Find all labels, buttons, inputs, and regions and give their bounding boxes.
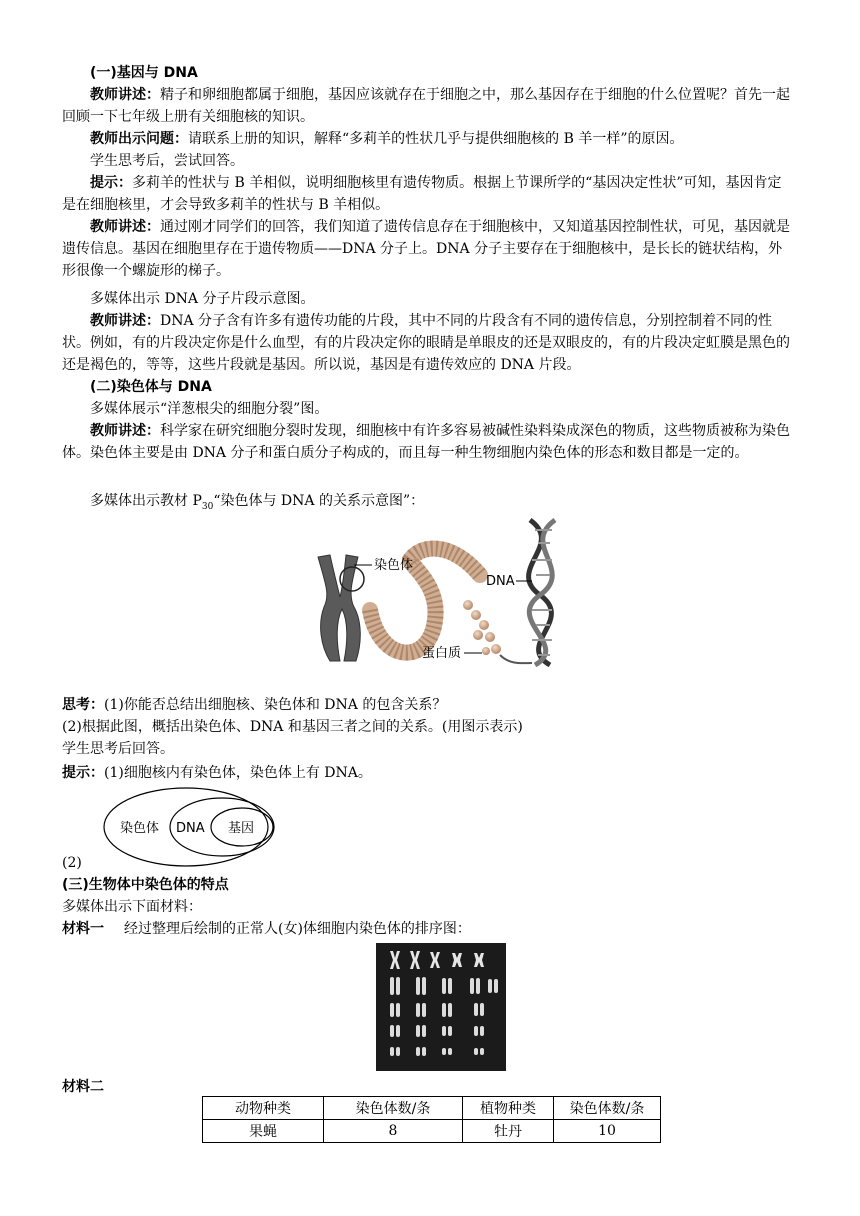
- paragraph-text: 多莉羊的性状与 B 羊相似，说明细胞核里有遗传物质。根据上节课所学的“基因决定性状”可知，基因肯定是在细胞核里，才会导致多莉羊的性状与 B 羊相似。: [62, 175, 782, 213]
- nucleosome-beads: [463, 600, 501, 655]
- label-protein: 蛋白质: [422, 646, 462, 661]
- paragraph-8: 多媒体展示“洋葱根尖的细胞分裂”图。: [90, 401, 329, 417]
- table-header: 植物种类: [463, 1097, 554, 1120]
- table-cell: 10: [554, 1120, 661, 1143]
- question-1: [62, 694, 792, 716]
- paragraph-1: [62, 84, 792, 128]
- paragraph-5: [62, 216, 792, 282]
- paragraph-label: 教师讲述：: [90, 219, 160, 235]
- chromosome-shape: [318, 555, 364, 661]
- paragraph-text: 科学家在研究细胞分裂时发现，细胞核中有许多容易被碱性染料染成深色的物质，这些物质被称为染色体。染色体主要是由 DNA 分子和蛋白质分子构成的，而且每一种生物细胞内染色体的形态和数目都是一定的。: [62, 423, 790, 461]
- paragraph-10: 多媒体出示教材 $P_{30}“$染色体与 DNA 的关系示意图”：: [90, 493, 425, 512]
- paragraph-label: 提示：: [90, 175, 132, 191]
- karyotype-image: [376, 943, 506, 1071]
- material-1: [62, 918, 792, 940]
- section-heading-3: (三)生物体中染色体的特点: [62, 877, 229, 893]
- label-dna: DNA: [486, 574, 515, 589]
- hint-label: 提示：: [62, 765, 104, 781]
- paragraph-text: 请联系上册的知识，解释“多莉羊的性状几乎与提供细胞核的 B 羊一样”的原因。: [188, 131, 684, 147]
- paragraph-label: 教师讲述：: [90, 423, 160, 439]
- hint-2: (2): [62, 855, 82, 871]
- venn-label-gene: 基因: [228, 821, 255, 836]
- venn-label-chromosome: 染色体: [120, 821, 160, 836]
- section-heading-1: (一)基因与 DNA: [90, 65, 198, 81]
- material-text: 经过整理后绘制的正常人(女)体细胞内染色体的排序图：: [124, 921, 471, 937]
- label-chromosome: 染色体: [374, 558, 414, 573]
- paragraph-7: [62, 310, 792, 376]
- table-cell: 果蝇: [203, 1120, 324, 1143]
- question-label: 思考：: [62, 697, 104, 713]
- chromosome-count-table: [202, 1096, 661, 1143]
- paragraph-2: [62, 128, 792, 150]
- table-header-row: [203, 1097, 661, 1120]
- table-cell: 8: [324, 1120, 463, 1143]
- paragraph-9: [62, 420, 792, 464]
- venn-label-dna: DNA: [176, 821, 205, 836]
- table-header: 染色体数/条: [324, 1097, 463, 1120]
- question-3: 学生思考后回答。: [62, 741, 174, 757]
- dna-helix: [500, 520, 555, 665]
- paragraph-3: 学生思考后，尝试回答。: [90, 153, 244, 169]
- paragraph-text: 通过刚才同学们的回答，我们知道了遗传信息存在于细胞核中，又知道基因控制性状，可见，基因就是遗传信息。基因在细胞里存在于遗传物质——DNA 分子上。DNA 分子主要存在于细胞核中，是长长的链状结构，外形很像一个螺旋形的梯子。: [62, 219, 790, 279]
- material-2: 材料二: [62, 1079, 104, 1095]
- hint-text: (1)细胞核内有染色体，染色体上有 DNA。: [104, 765, 372, 781]
- question-text: (1)你能否总结出细胞核、染色体和 DNA 的包含关系？: [104, 697, 447, 713]
- paragraph-label: 教师讲述：: [90, 313, 160, 329]
- paragraph-4: [62, 172, 792, 216]
- paragraph-11: 多媒体出示下面材料：: [62, 899, 202, 915]
- hint-1: [62, 762, 792, 784]
- section-heading-2: (二)染色体与 DNA: [90, 379, 212, 395]
- table-header: 染色体数/条: [554, 1097, 661, 1120]
- page-subscript: 30: [201, 501, 214, 512]
- table-header: 动物种类: [203, 1097, 324, 1120]
- chromosome-dna-figure: [300, 515, 580, 675]
- paragraph-6: 多媒体出示 DNA 分子片段示意图。: [90, 291, 315, 307]
- material-label: 材料一: [62, 921, 104, 937]
- paragraph-label: 教师讲述：: [90, 87, 160, 103]
- paragraph-label: 教师出示问题：: [90, 131, 188, 147]
- table-cell: 牡丹: [463, 1120, 554, 1143]
- paragraph-text: 精子和卵细胞都属于细胞，基因应该就存在于细胞之中，那么基因存在于细胞的什么位置呢？首先一起回顾一下七年级上册有关细胞核的知识。: [62, 87, 790, 125]
- question-2: (2)根据此图，概括出染色体、DNA 和基因三者之间的关系。(用图示表示): [62, 719, 523, 735]
- paragraph-text: DNA 分子含有许多有遗传功能的片段，其中不同的片段含有不同的遗传信息，分别控制着不同的性状。例如，有的片段决定你是什么血型，有的片段决定你的眼睛是单眼皮的还是双眼皮的，有的片段决定虹膜是黑色的还是褐色的，等等，这些片段就是基因。所以说，基因是有遗传效应的 DNA 片段。: [62, 313, 790, 373]
- table-row: [203, 1120, 661, 1143]
